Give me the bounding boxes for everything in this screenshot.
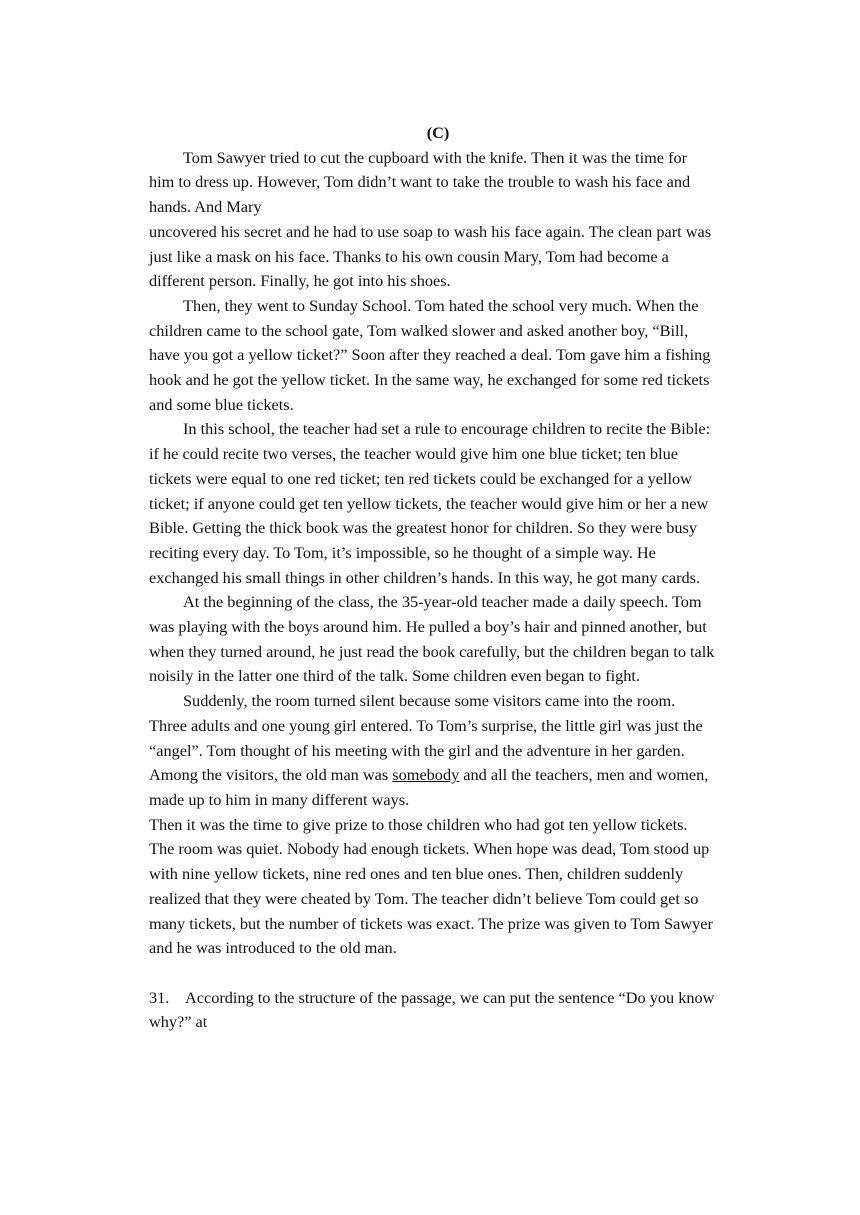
paragraph-4: In this school, the teacher had set a rule to encourage children to recite the Bible: if he could recite two verses, the teacher would give him one blue ticket; ten blue tickets were equal to one red ticket; ten red tickets could be exchanged for a yellow ticket; if anyone could get ten yellow tickets, the teacher would give him or her a new Bible. Getting the thick book was the greatest honor for children. So they were busy reciting every day. To Tom, it’s impossible, so he thought of a simple way. He exchanged his small things in other children’s hands. In this way, he got many cards. [149,419,711,587]
paragraph-3: Then, they went to Sunday School. Tom hated the school very much. When the children came to the school gate, Tom walked slower and asked another boy, “Bill, have you got a yellow ticket?” Soon after they reached a deal. Tom gave him a fishing hook and he got the yellow ticket. In the same way, he exchanged for some red tickets and some blue tickets. [149,295,711,414]
document-page [149,121,715,1035]
question-text: According to the structure of the passage, we can put the sentence “Do you know why?” at [149,987,715,1032]
paragraph-2: uncovered his secret and he had to use soap to wash his face again. The clean part was just like a mask on his face. Thanks to his own cousin Mary, Tom had become a different person. Finally, he got into his shoes. [149,221,712,291]
underlined-word: somebody [392,765,460,785]
paragraph-7: Then it was the time to give prize to those children who had got ten yellow tickets. The room was quiet. Nobody had enough tickets. When hope was dead, Tom stood up with nine yellow tickets, nine red ones and ten blue ones. Then, children suddenly realized that they were cheated by Tom. The teacher didn’t believe Tom could get so many tickets, but the number of tickets was exact. The prize was given to Tom Sawyer and he was introduced to the old man. [149,814,713,958]
question-number: 31. [149,987,170,1007]
paragraph-6 [149,689,715,813]
question-31 [149,986,715,1035]
paragraph-5: At the beginning of the class, the 35-year-old teacher made a daily speech. Tom was playing with the boys around him. He pulled a boy’s hair and pinned another, but when they turned around, he just read the book carefully, but the children began to talk noisily in the latter one third of the talk. Some children even began to fight. [149,592,715,686]
paragraph-1: Tom Sawyer tried to cut the cupboard with the knife. Then it was the time for him to dress up. However, Tom didn’t want to take the trouble to wash his face and hands. And Mary [149,147,691,217]
paragraph-6-text-before: Suddenly, the room turned silent because some visitors came into the room. Three adults and one young girl entered. To Tom’s surprise, the little girl was just the “angel”. Tom thought of his meeting with the girl and the adventure in her garden. Among the visitors, the old man was [149,691,703,785]
blank-line [149,961,715,986]
paragraph-6-text-after: and all the teachers, men and women, made up to him in many different ways. [149,765,709,809]
section-title: (C) [426,123,450,142]
